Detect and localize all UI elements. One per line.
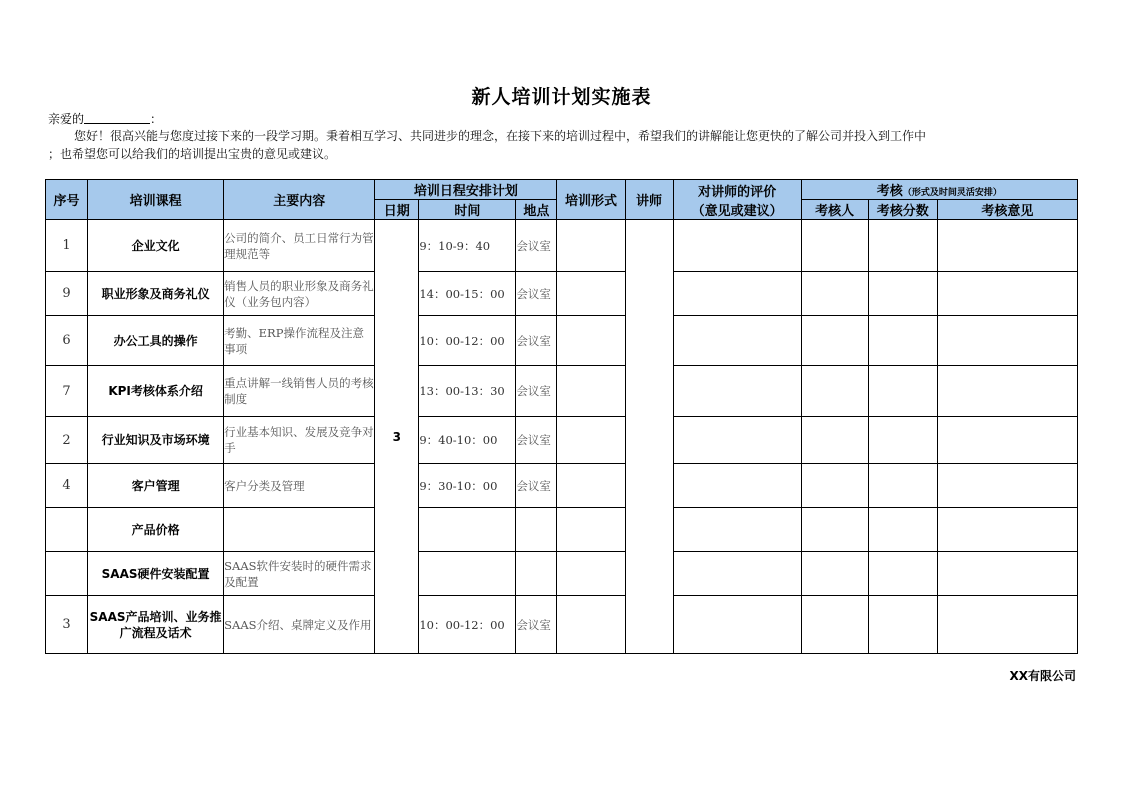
table-row bbox=[46, 220, 1078, 272]
cell-opinion[interactable] bbox=[937, 508, 1077, 552]
cell-content bbox=[224, 508, 375, 552]
cell-evaluation[interactable] bbox=[673, 596, 801, 654]
cell-content: SAAS软件安装时的硬件需求及配置 bbox=[224, 552, 375, 596]
cell-evaluation[interactable] bbox=[673, 366, 801, 417]
header-schedule: 培训日程安排计划 bbox=[375, 180, 557, 200]
cell-place: 会议室 bbox=[516, 596, 557, 654]
cell-place: 会议室 bbox=[516, 366, 557, 417]
cell-content: SAAS介绍、桌牌定义及作用 bbox=[224, 596, 375, 654]
cell-time: 13：00-13：30 bbox=[419, 366, 516, 417]
header-evaluation-line2: （意见或建议） bbox=[691, 203, 783, 219]
cell-form[interactable] bbox=[557, 272, 625, 316]
cell-score[interactable] bbox=[868, 417, 937, 464]
header-seq: 序号 bbox=[46, 180, 88, 220]
cell-place: 会议室 bbox=[516, 464, 557, 508]
cell-seq: 6 bbox=[46, 316, 88, 366]
cell-course: KPI考核体系介绍 bbox=[88, 366, 224, 417]
cell-assessor[interactable] bbox=[801, 464, 868, 508]
header-assessor: 考核人 bbox=[801, 200, 868, 220]
table-row bbox=[46, 272, 1078, 316]
header-score: 考核分数 bbox=[868, 200, 937, 220]
cell-place: 会议室 bbox=[516, 417, 557, 464]
cell-seq: 9 bbox=[46, 272, 88, 316]
cell-score[interactable] bbox=[868, 596, 937, 654]
cell-assessor[interactable] bbox=[801, 508, 868, 552]
cell-course: 产品价格 bbox=[88, 508, 224, 552]
table-row bbox=[46, 316, 1078, 366]
training-plan-table bbox=[45, 179, 1078, 654]
cell-time: 14：00-15：00 bbox=[419, 272, 516, 316]
cell-course: 行业知识及市场环境 bbox=[88, 417, 224, 464]
cell-place: 会议室 bbox=[516, 272, 557, 316]
header-evaluation-line1: 对讲师的评价 bbox=[698, 184, 777, 200]
cell-seq: 2 bbox=[46, 417, 88, 464]
cell-score[interactable] bbox=[868, 366, 937, 417]
cell-evaluation[interactable] bbox=[673, 464, 801, 508]
cell-form[interactable] bbox=[557, 220, 625, 272]
header-course: 培训课程 bbox=[88, 180, 224, 220]
cell-score[interactable] bbox=[868, 508, 937, 552]
cell-seq: 3 bbox=[46, 596, 88, 654]
cell-opinion[interactable] bbox=[937, 272, 1077, 316]
cell-evaluation[interactable] bbox=[673, 552, 801, 596]
header-time: 时间 bbox=[419, 200, 516, 220]
header-evaluation bbox=[673, 180, 801, 220]
cell-course: 客户管理 bbox=[88, 464, 224, 508]
cell-content: 重点讲解一线销售人员的考核制度 bbox=[224, 366, 375, 417]
table-row bbox=[46, 464, 1078, 508]
cell-date: 3 bbox=[375, 220, 419, 654]
cell-assessor[interactable] bbox=[801, 272, 868, 316]
cell-time: 9：40-10：00 bbox=[419, 417, 516, 464]
cell-content: 行业基本知识、发展及竞争对手 bbox=[224, 417, 375, 464]
header-lecturer: 讲师 bbox=[625, 180, 673, 220]
header-content: 主要内容 bbox=[224, 180, 375, 220]
cell-score[interactable] bbox=[868, 272, 937, 316]
cell-opinion[interactable] bbox=[937, 552, 1077, 596]
header-place: 地点 bbox=[516, 200, 557, 220]
cell-score[interactable] bbox=[868, 552, 937, 596]
cell-content: 公司的简介、员工日常行为管理规范等 bbox=[224, 220, 375, 272]
cell-seq: 1 bbox=[46, 220, 88, 272]
cell-time bbox=[419, 552, 516, 596]
greeting bbox=[48, 110, 162, 127]
cell-form[interactable] bbox=[557, 366, 625, 417]
cell-course: 企业文化 bbox=[88, 220, 224, 272]
cell-assessor[interactable] bbox=[801, 316, 868, 366]
cell-time: 10：00-12：00 bbox=[419, 596, 516, 654]
cell-opinion[interactable] bbox=[937, 464, 1077, 508]
cell-score[interactable] bbox=[868, 316, 937, 366]
intro-paragraph bbox=[48, 127, 1078, 163]
cell-content: 销售人员的职业形象及商务礼仪（业务包内容） bbox=[224, 272, 375, 316]
cell-assessor[interactable] bbox=[801, 417, 868, 464]
cell-time bbox=[419, 508, 516, 552]
cell-course: 职业形象及商务礼仪 bbox=[88, 272, 224, 316]
cell-place bbox=[516, 508, 557, 552]
table-row bbox=[46, 508, 1078, 552]
table-row bbox=[46, 366, 1078, 417]
cell-opinion[interactable] bbox=[937, 220, 1077, 272]
intro-line-1: 您好！很高兴能与您度过接下来的一段学习期。秉着相互学习、共同进步的理念，在接下来的培训过程中，希望我们的讲解能让您更快的了解公司并投入到工作中 bbox=[74, 129, 927, 143]
header-date: 日期 bbox=[375, 200, 419, 220]
cell-evaluation[interactable] bbox=[673, 272, 801, 316]
table-row bbox=[46, 596, 1078, 654]
cell-form[interactable] bbox=[557, 596, 625, 654]
header-opinion: 考核意见 bbox=[937, 200, 1077, 220]
cell-form[interactable] bbox=[557, 417, 625, 464]
cell-time: 10：00-12：00 bbox=[419, 316, 516, 366]
page-title: 新人培训计划实施表 bbox=[471, 86, 652, 108]
header-assessment-label: 考核 bbox=[876, 184, 903, 199]
cell-evaluation[interactable] bbox=[673, 508, 801, 552]
cell-score[interactable] bbox=[868, 464, 937, 508]
header-assessment-note: （形式及时间灵活安排） bbox=[902, 188, 1002, 198]
greeting-prefix: 亲爱的 bbox=[48, 112, 85, 126]
cell-content: 客户分类及管理 bbox=[224, 464, 375, 508]
cell-opinion[interactable] bbox=[937, 596, 1077, 654]
cell-opinion[interactable] bbox=[937, 366, 1077, 417]
cell-lecturer[interactable] bbox=[625, 220, 673, 654]
cell-assessor[interactable] bbox=[801, 552, 868, 596]
name-blank-line bbox=[84, 111, 150, 124]
cell-time: 9：30-10：00 bbox=[419, 464, 516, 508]
header-form: 培训形式 bbox=[557, 180, 625, 220]
cell-score[interactable] bbox=[868, 220, 937, 272]
cell-assessor[interactable] bbox=[801, 596, 868, 654]
cell-assessor[interactable] bbox=[801, 366, 868, 417]
cell-time: 9：10-9：40 bbox=[419, 220, 516, 272]
cell-course: SAAS硬件安装配置 bbox=[88, 552, 224, 596]
cell-form[interactable] bbox=[557, 316, 625, 366]
cell-course: SAAS产品培训、业务推广流程及话术 bbox=[88, 596, 224, 654]
cell-opinion[interactable] bbox=[937, 417, 1077, 464]
cell-form[interactable] bbox=[557, 464, 625, 508]
cell-evaluation[interactable] bbox=[673, 417, 801, 464]
cell-form[interactable] bbox=[557, 508, 625, 552]
company-signature: XX有限公司 bbox=[1009, 669, 1076, 683]
cell-seq bbox=[46, 508, 88, 552]
cell-evaluation[interactable] bbox=[673, 220, 801, 272]
intro-line-2: ；也希望您可以给我们的培训提出宝贵的意见或建议。 bbox=[48, 147, 337, 161]
cell-seq: 4 bbox=[46, 464, 88, 508]
cell-assessor[interactable] bbox=[801, 220, 868, 272]
cell-place: 会议室 bbox=[516, 220, 557, 272]
table-row bbox=[46, 417, 1078, 464]
cell-seq bbox=[46, 552, 88, 596]
cell-seq: 7 bbox=[46, 366, 88, 417]
cell-course: 办公工具的操作 bbox=[88, 316, 224, 366]
cell-place bbox=[516, 552, 557, 596]
greeting-suffix: ： bbox=[150, 112, 163, 126]
table-row bbox=[46, 552, 1078, 596]
cell-form[interactable] bbox=[557, 552, 625, 596]
cell-evaluation[interactable] bbox=[673, 316, 801, 366]
header-assessment bbox=[801, 180, 1077, 200]
cell-content: 考勤、ERP操作流程及注意事项 bbox=[224, 316, 375, 366]
cell-place: 会议室 bbox=[516, 316, 557, 366]
cell-opinion[interactable] bbox=[937, 316, 1077, 366]
